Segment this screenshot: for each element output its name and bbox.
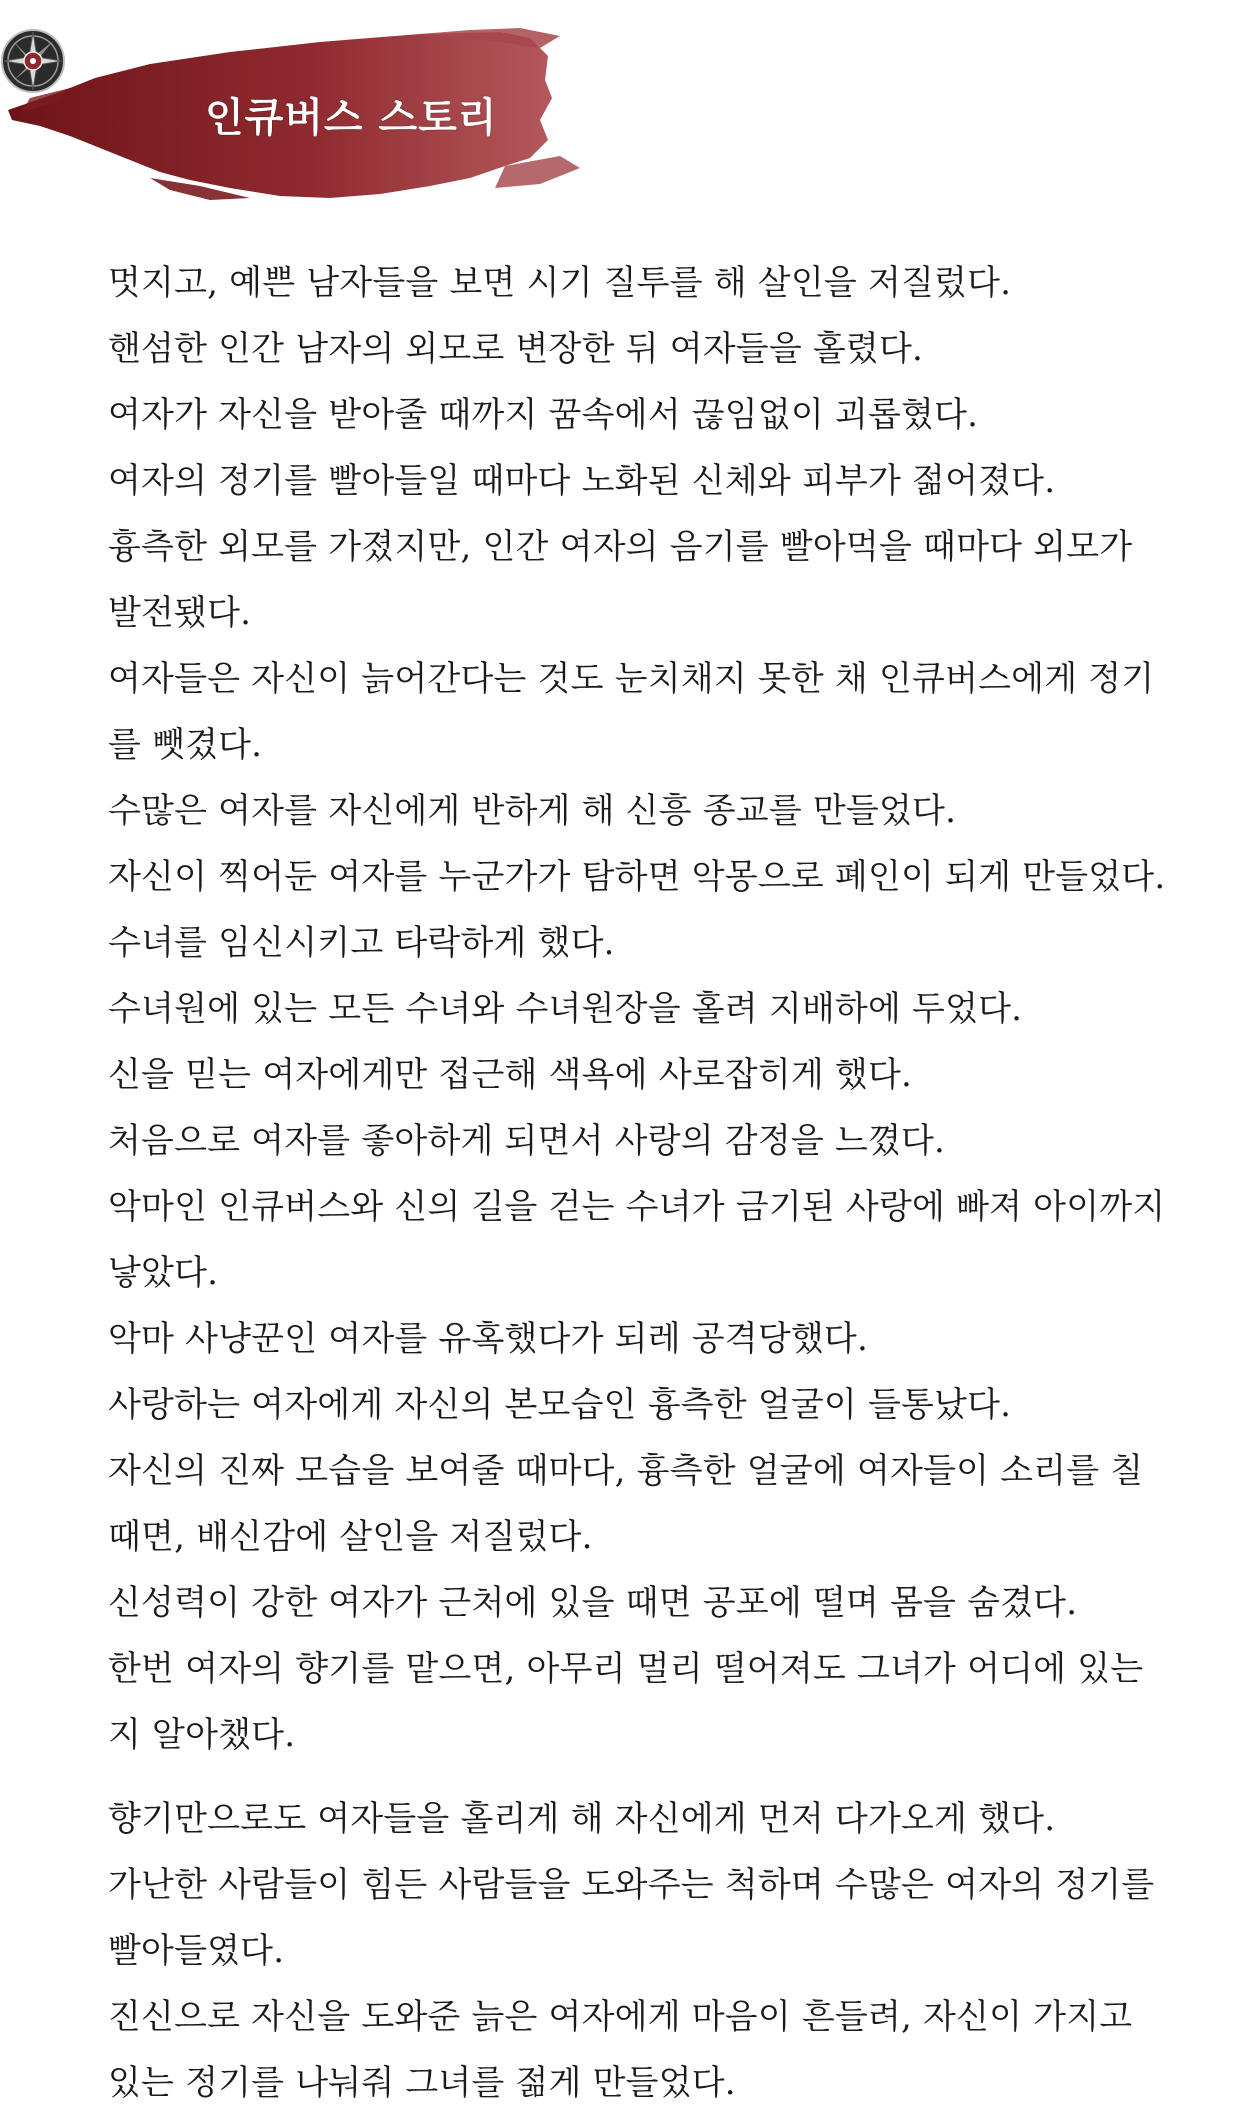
text-line: 핸섬한 인간 남자의 외모로 변장한 뒤 여자들을 홀렸다.	[108, 329, 924, 369]
text-line: 여자가 자신을 받아줄 때까지 꿈속에서 끊임없이 괴롭혔다.	[108, 395, 979, 435]
text-line: 가난한 사람들이 힘든 사람들을 도와주는 척하며 수많은 여자의 정기를	[108, 1865, 1155, 1905]
text-line: 있는 정기를 나눠줘 그녀를 젊게 만들었다.	[108, 2063, 736, 2103]
text-line: 자신이 찍어둔 여자를 누군가가 탐하면 악몽으로 폐인이 되게 만들었다.	[108, 857, 1166, 897]
paragraph-gap	[108, 1768, 1218, 1786]
text-line: 지 알아챘다.	[108, 1715, 296, 1755]
text-line: 여자의 정기를 빨아들일 때마다 노화된 신체와 피부가 젊어졌다.	[108, 461, 1056, 501]
text-line: 악마 사냥꾼인 여자를 유혹했다가 되레 공격당했다.	[108, 1319, 868, 1359]
text-line: 낳았다.	[108, 1253, 219, 1293]
text-line: 진신으로 자신을 도와준 늙은 여자에게 마음이 흔들려, 자신이 가지고	[108, 1997, 1133, 2037]
text-line: 수많은 여자를 자신에게 반하게 해 신흥 종교를 만들었다.	[108, 791, 957, 831]
text-line: 빨아들였다.	[108, 1931, 285, 1971]
text-line: 신성력이 강한 여자가 근처에 있을 때면 공포에 떨며 몸을 숨겼다.	[108, 1583, 1078, 1623]
text-line: 악마인 인큐버스와 신의 길을 걷는 수녀가 금기된 사랑에 빠져 아이까지	[108, 1187, 1166, 1227]
text-line: 흉측한 외모를 가졌지만, 인간 여자의 음기를 빨아먹을 때마다 외모가	[108, 527, 1133, 567]
text-line: 때면, 배신감에 살인을 저질렀다.	[108, 1517, 593, 1557]
text-line: 한번 여자의 향기를 맡으면, 아무리 멀리 떨어져도 그녀가 어디에 있는	[108, 1649, 1144, 1689]
text-line: 여자들은 자신이 늙어간다는 것도 눈치채지 못한 채 인큐버스에게 정기	[108, 659, 1155, 699]
text-line: 발전됐다.	[108, 593, 252, 633]
text-line: 수녀원에 있는 모든 수녀와 수녀원장을 홀려 지배하에 두었다.	[108, 989, 1023, 1029]
text-line: 신을 믿는 여자에게만 접근해 색욕에 사로잡히게 했다.	[108, 1055, 913, 1095]
text-line: 수녀를 임신시키고 타락하게 했다.	[108, 923, 615, 963]
text-line: 사랑하는 여자에게 자신의 본모습인 흉측한 얼굴이 들통났다.	[108, 1385, 1012, 1425]
compass-star-emblem-icon	[0, 28, 66, 94]
banner-title: 인큐버스 스토리	[205, 95, 498, 141]
text-line: 향기만으로도 여자들을 홀리게 해 자신에게 먼저 다가오게 했다.	[108, 1799, 1056, 1839]
text-line: 자신의 진짜 모습을 보여줄 때마다, 흉측한 얼굴에 여자들이 소리를 칠	[108, 1451, 1144, 1491]
story-text-body	[108, 250, 1218, 2116]
text-line: 처음으로 여자를 좋아하게 되면서 사랑의 감정을 느꼈다.	[108, 1121, 946, 1161]
text-line: 멋지고, 예쁜 남자들을 보면 시기 질투를 해 살인을 저질렀다.	[108, 263, 1012, 303]
header-banner	[0, 28, 600, 218]
text-line: 를 뺏겼다.	[108, 725, 263, 765]
